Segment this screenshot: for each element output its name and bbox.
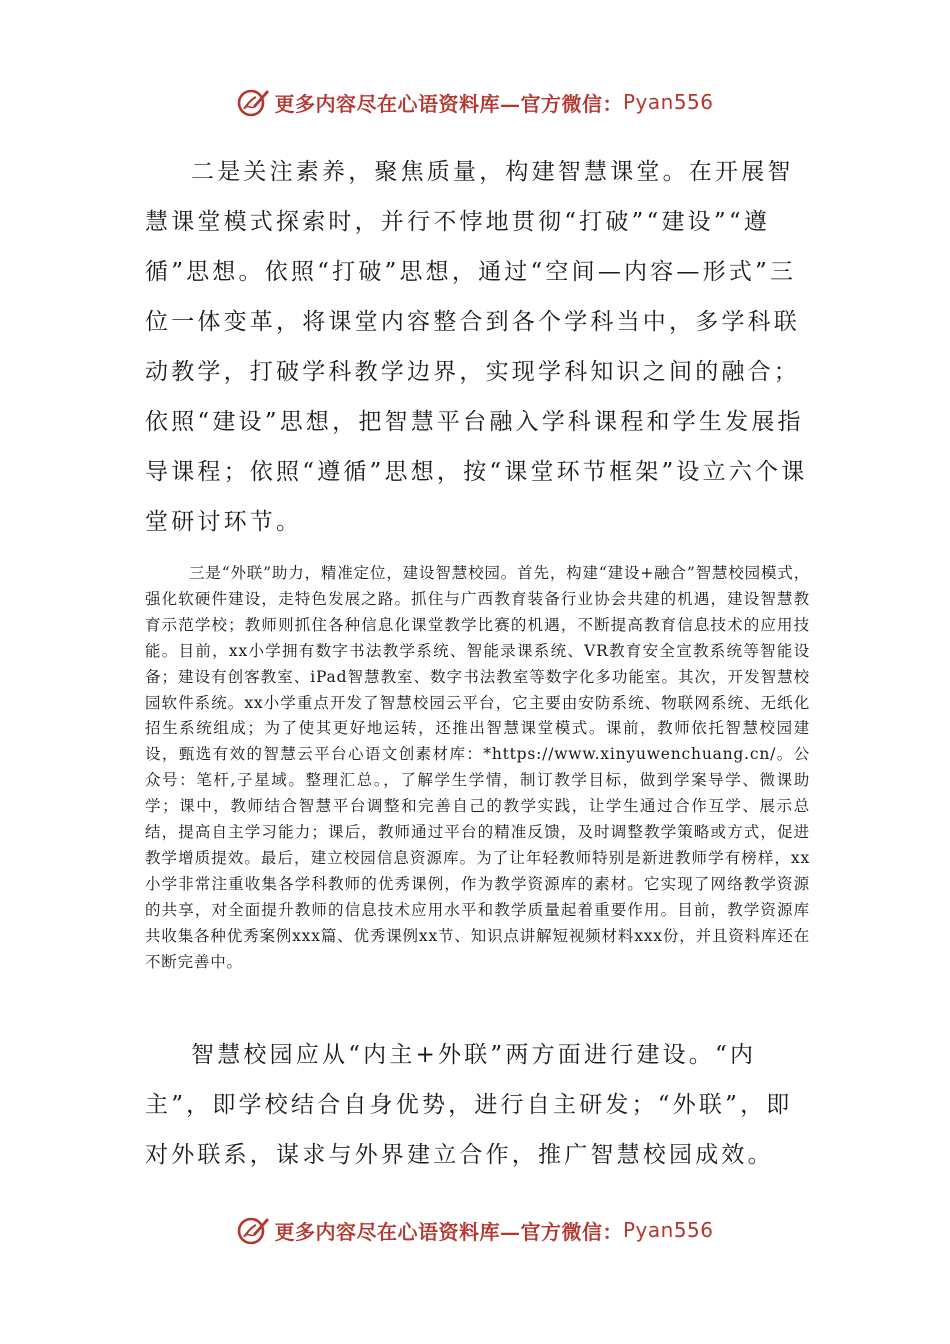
watermark-text: 更多内容尽在心语资料库—官方微信： xyxy=(274,91,623,116)
watermark-text: 更多内容尽在心语资料库—官方微信： xyxy=(274,1219,623,1244)
pen-logo-icon xyxy=(236,1213,270,1247)
paragraph-smart-classroom: 二是关注素养，聚焦质量，构建智慧课堂。在开展智慧课堂模式探索时，并行不悖地贯彻“打破”“建设”“遵循”思想。依照“打破”思想，通过“空间—内容—形式”三位一体变革，将课堂内容整合到各个学科当中，多学科联动教学，打破学科教学边界，实现学科知识之间的融合；依照“建设”思想，把智慧平台融入学科课程和学生发展指导课程；依照“遵循”思想，按“课堂环节框架”设立六个课堂研讨环节。 xyxy=(145,159,808,535)
pen-logo-icon xyxy=(236,85,270,119)
watermark-wechat-id: Pyan556 xyxy=(622,90,714,114)
watermark-footer xyxy=(0,1210,950,1250)
paragraph-smart-campus: 三是“外联”助力，精准定位，建设智慧校园。首先，构建“建设+融合”智慧校园模式，强化软硬件建设，走特色发展之路。抓住与广西教育装备行业协会共建的机遇，建设智慧教育示范学校；教师则抓住各种信息化课堂教学比赛的机遇，不断提高教育信息技术的应用技能。目前，xx小学拥有数字书法教学系统、智能录课系统、VR教育安全宣教系统等智能设备；建设有创客教室、iPad智慧教室、数字书法教室等数字化多功能室。其次，开发智慧校园软件系统。xx小学重点开发了智慧校园云平台，它主要由安防系统、物联网系统、无纸化招生系统组成；为了使其更好地运转，还推出智慧课堂模式。课前，教师依托智慧校园建设，甄选有效的智慧云平台心语文创素材库：*https://www.xinyuwenchuang.cn/。公众号：笔杆,子星域。整理汇总。，了解学生学情，制订教学目标，做到学案导学、微课助学；课中，教师结合智慧平台调整和完善自己的教学实践，让学生通过合作互学、展示总结，提高自主学习能力；课后，教师通过平台的精准反馈，及时调整教学策略或方式，促进教学增质提效。最后，建立校园信息资源库。为了让年轻教师特别是新进教师学有榜样，xx小学非常注重收集各学科教师的优秀课例，作为教学资源库的素材。它实现了网络教学资源的共享，对全面提升教师的信息技术应用水平和教学质量起着重要作用。目前，教学资源库共收集各种优秀案例xxx篇、优秀课例xx节、知识点讲解短视频材料xxx份，并且资料库还在不断完善中。 xyxy=(145,564,810,971)
paragraph-conclusion: 智慧校园应从“内主+外联”两方面进行建设。“内主”，即学校结合自身优势，进行自主研发；“外联”，即对外联系，谋求与外界建立合作，推广智慧校园成效。 xyxy=(145,1042,793,1168)
watermark-header xyxy=(0,82,950,122)
watermark-wechat-id: Pyan556 xyxy=(622,1218,714,1242)
